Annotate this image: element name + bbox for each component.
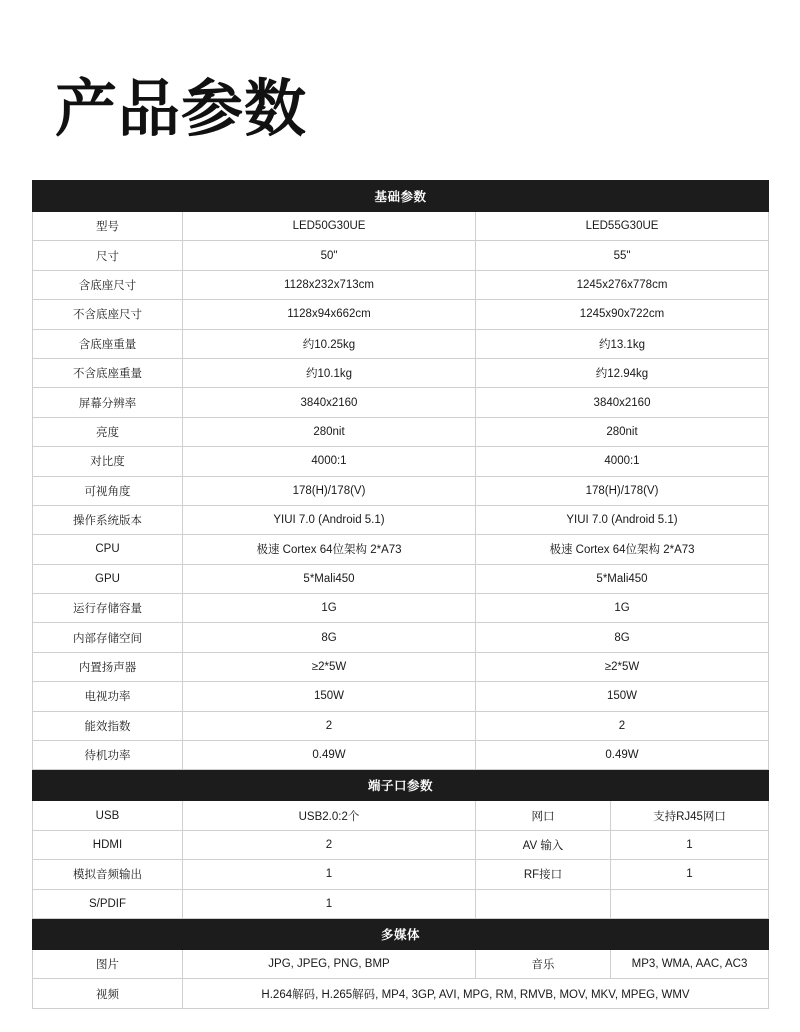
row-value-model1: 约10.25kg xyxy=(183,329,476,358)
row-value-model1: 3840x2160 xyxy=(183,388,476,417)
row-label: 对比度 xyxy=(33,447,183,476)
row-label: 视频 xyxy=(33,979,183,1008)
row-label: 操作系统版本 xyxy=(33,505,183,534)
row-value-secondary: MP3, WMA, AAC, AC3 xyxy=(611,949,769,978)
table-row xyxy=(33,979,769,1008)
table-row xyxy=(33,889,769,918)
table-row xyxy=(33,711,769,740)
table-row xyxy=(33,329,769,358)
row-value-model1: 5*Mali450 xyxy=(183,564,476,593)
row-value-model2: 55" xyxy=(476,241,769,270)
table-row xyxy=(33,594,769,623)
row-label: 含底座重量 xyxy=(33,329,183,358)
row-value-model2: LED55G30UE xyxy=(476,212,769,241)
row-label: 内部存储空间 xyxy=(33,623,183,652)
row-label: 可视角度 xyxy=(33,476,183,505)
row-label: 图片 xyxy=(33,949,183,978)
row-value-model2: 5*Mali450 xyxy=(476,564,769,593)
table-row xyxy=(33,949,769,978)
table-row xyxy=(33,417,769,446)
table-row xyxy=(33,241,769,270)
row-label-secondary: AV 输入 xyxy=(476,830,611,859)
row-label-secondary: 网口 xyxy=(476,801,611,830)
table-row xyxy=(33,830,769,859)
table-row xyxy=(33,300,769,329)
row-value-model2: 3840x2160 xyxy=(476,388,769,417)
section-header-multimedia xyxy=(33,918,769,949)
section-header-ports xyxy=(33,770,769,801)
row-label: 屏幕分辨率 xyxy=(33,388,183,417)
row-label: HDMI xyxy=(33,830,183,859)
row-value-secondary: 1 xyxy=(611,830,769,859)
row-value-model2: 0.49W xyxy=(476,741,769,770)
row-value-model2: 4000:1 xyxy=(476,447,769,476)
row-label: 亮度 xyxy=(33,417,183,446)
section-header-label: 端子口参数 xyxy=(33,770,769,801)
row-label: GPU xyxy=(33,564,183,593)
table-row xyxy=(33,741,769,770)
page-title: 产品参数 xyxy=(55,72,308,145)
row-label-secondary: RF接口 xyxy=(476,860,611,889)
row-value-model2: 极速 Cortex 64位架构 2*A73 xyxy=(476,535,769,564)
row-value-model1: 4000:1 xyxy=(183,447,476,476)
row-value-model1: 0.49W xyxy=(183,741,476,770)
row-value: 2 xyxy=(183,830,476,859)
row-value-model1: 极速 Cortex 64位架构 2*A73 xyxy=(183,535,476,564)
row-value-model2: 150W xyxy=(476,682,769,711)
row-value-model1: 1G xyxy=(183,594,476,623)
table-row xyxy=(33,860,769,889)
row-label: 不含底座重量 xyxy=(33,358,183,387)
row-value-model2: 2 xyxy=(476,711,769,740)
row-value-model1: LED50G30UE xyxy=(183,212,476,241)
row-value-model1: 50" xyxy=(183,241,476,270)
table-row xyxy=(33,505,769,534)
row-label: 待机功率 xyxy=(33,741,183,770)
section-header-label: 多媒体 xyxy=(33,918,769,949)
row-value-model1: 1128x94x662cm xyxy=(183,300,476,329)
row-value-model1: 150W xyxy=(183,682,476,711)
row-value-model2: 280nit xyxy=(476,417,769,446)
row-value: 1 xyxy=(183,889,476,918)
table-row xyxy=(33,476,769,505)
row-label: 能效指数 xyxy=(33,711,183,740)
row-value: 1 xyxy=(183,860,476,889)
table-row xyxy=(33,535,769,564)
row-value-model2: 1245x276x778cm xyxy=(476,270,769,299)
row-label: 型号 xyxy=(33,212,183,241)
row-value-model1: ≥2*5W xyxy=(183,652,476,681)
table-row xyxy=(33,564,769,593)
row-label: 运行存储容量 xyxy=(33,594,183,623)
row-label: S/PDIF xyxy=(33,889,183,918)
row-label: 内置扬声器 xyxy=(33,652,183,681)
row-label: USB xyxy=(33,801,183,830)
table-row xyxy=(33,623,769,652)
table-row xyxy=(33,652,769,681)
row-value-model2: YIUI 7.0 (Android 5.1) xyxy=(476,505,769,534)
row-value-model2: 约13.1kg xyxy=(476,329,769,358)
row-value-model1: 178(H)/178(V) xyxy=(183,476,476,505)
row-value-model2: 8G xyxy=(476,623,769,652)
row-value-model2: ≥2*5W xyxy=(476,652,769,681)
row-value-model1: 2 xyxy=(183,711,476,740)
row-label: 含底座尺寸 xyxy=(33,270,183,299)
row-label: 尺寸 xyxy=(33,241,183,270)
row-value-model2: 约12.94kg xyxy=(476,358,769,387)
specification-table xyxy=(32,180,769,1009)
table-row xyxy=(33,388,769,417)
row-value-model2: 178(H)/178(V) xyxy=(476,476,769,505)
row-value: USB2.0:2个 xyxy=(183,801,476,830)
section-header-basic xyxy=(33,181,769,212)
row-value-secondary: 支持RJ45网口 xyxy=(611,801,769,830)
table-row xyxy=(33,358,769,387)
row-value-model1: YIUI 7.0 (Android 5.1) xyxy=(183,505,476,534)
table-row xyxy=(33,801,769,830)
row-label: 不含底座尺寸 xyxy=(33,300,183,329)
row-value-model2: 1G xyxy=(476,594,769,623)
row-value-model1: 1128x232x713cm xyxy=(183,270,476,299)
table-row xyxy=(33,212,769,241)
row-value-secondary: 1 xyxy=(611,860,769,889)
row-label: 模拟音频输出 xyxy=(33,860,183,889)
row-value-secondary-empty xyxy=(611,889,769,918)
row-value-model2: 1245x90x722cm xyxy=(476,300,769,329)
row-label-secondary-empty xyxy=(476,889,611,918)
row-label: CPU xyxy=(33,535,183,564)
row-label-secondary: 音乐 xyxy=(476,949,611,978)
row-value: JPG, JPEG, PNG, BMP xyxy=(183,949,476,978)
row-value-model1: 约10.1kg xyxy=(183,358,476,387)
table-row xyxy=(33,270,769,299)
table-row xyxy=(33,447,769,476)
table-row xyxy=(33,682,769,711)
row-value-video-formats: H.264解码, H.265解码, MP4, 3GP, AVI, MPG, RM, RMVB, MOV, MKV, MPEG, WMV xyxy=(183,979,769,1008)
section-header-label: 基础参数 xyxy=(33,181,769,212)
row-label: 电视功率 xyxy=(33,682,183,711)
row-value-model1: 280nit xyxy=(183,417,476,446)
row-value-model1: 8G xyxy=(183,623,476,652)
